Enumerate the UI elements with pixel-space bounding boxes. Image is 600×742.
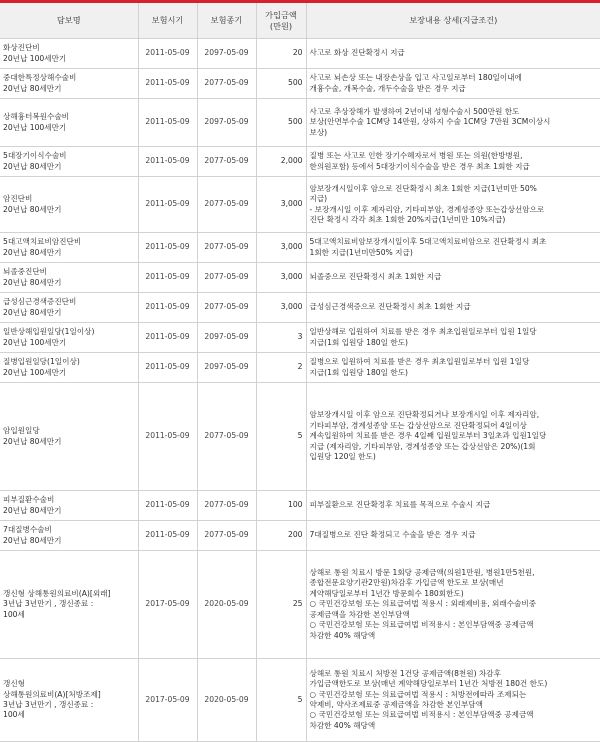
coverage-name-line: 20년납 80세만기 xyxy=(3,307,62,317)
table-row xyxy=(0,521,600,551)
coverage-detail-cell xyxy=(306,233,600,263)
start-date-cell: 2011-05-09 xyxy=(138,233,197,263)
coverage-detail-cell xyxy=(306,263,600,293)
end-date-cell: 2020-05-09 xyxy=(197,659,256,742)
coverage-detail-line: 급성심근경색증으로 진단확정시 최초 1회한 지급 xyxy=(309,302,471,312)
coverage-detail-line: 상해로 통원 치료시 처방전 1건당 공제금액(8천원) 차감후 xyxy=(309,668,501,678)
coverage-detail-line: 약제비, 약사조제료중 공제금액을 차감한 본인부담액 xyxy=(309,700,483,709)
start-date-cell: 2011-05-09 xyxy=(138,323,197,353)
amount-cell: 5 xyxy=(256,659,306,742)
coverage-name-line: 3년납 3년만기 , 갱신종료 : xyxy=(3,599,94,609)
table-row xyxy=(0,383,600,491)
start-date-cell: 2011-05-09 xyxy=(138,39,197,69)
header-amount-line1: 가입금액 xyxy=(265,9,297,20)
start-date-cell: 2011-05-09 xyxy=(138,177,197,233)
coverage-detail-line: 암보장개시일이후 암으로 진단확정시 최초 1회한 지급(1년미만 50% xyxy=(309,183,537,193)
coverage-name-cell xyxy=(0,521,138,551)
coverage-detail-line: 공제금액을 차감한 본인부담액 xyxy=(309,609,410,619)
header-start: 보험시기 xyxy=(138,3,197,39)
header-end: 보험종기 xyxy=(197,3,256,39)
end-date-cell: 2077-05-09 xyxy=(197,147,256,177)
start-date-cell: 2011-05-09 xyxy=(138,69,197,99)
coverage-name-cell xyxy=(0,99,138,147)
table-row xyxy=(0,177,600,233)
coverage-name-line: 갱신형 상해통원의료비(A)[외래] xyxy=(3,588,111,598)
coverage-name-cell xyxy=(0,659,138,742)
coverage-name-line: 5대장기이식수술비 xyxy=(3,151,67,161)
table-row xyxy=(0,99,600,147)
coverage-detail-cell xyxy=(306,551,600,659)
end-date-cell: 2097-05-09 xyxy=(197,353,256,383)
amount-cell: 200 xyxy=(256,521,306,551)
coverage-name-line: 상해흉터복원수술비 xyxy=(3,112,70,122)
coverage-detail-cell xyxy=(306,383,600,491)
table-row xyxy=(0,147,600,177)
coverage-name-cell xyxy=(0,293,138,323)
coverage-name-cell xyxy=(0,383,138,491)
coverage-name-line: 질병입원일당(1일이상) xyxy=(3,357,80,367)
amount-cell: 3,000 xyxy=(256,177,306,233)
amount-cell: 3,000 xyxy=(256,293,306,323)
coverage-name-cell xyxy=(0,323,138,353)
coverage-detail-line: 차감한 40% 해당액 xyxy=(309,630,376,640)
coverage-name-cell xyxy=(0,147,138,177)
start-date-cell: 2017-05-09 xyxy=(138,659,197,742)
start-date-cell: 2017-05-09 xyxy=(138,551,197,659)
coverage-name-line: 일반상해입원일당(1일이상) xyxy=(3,327,95,337)
coverage-detail-line: 가입금액한도로 보상(매년 계약해당일로부터 1년간 처방전 180건 한도) xyxy=(309,679,548,689)
coverage-detail-line: 종합전문요양기관2만원)차감후 가입금액 한도로 보상(매년 xyxy=(309,578,504,588)
table-row xyxy=(0,39,600,69)
coverage-detail-cell xyxy=(306,491,600,521)
amount-cell: 3,000 xyxy=(256,233,306,263)
table-row xyxy=(0,293,600,323)
header-name: 담보명 xyxy=(0,3,138,39)
end-date-cell: 2097-05-09 xyxy=(197,323,256,353)
coverage-detail-line: 암보장개시일 이후 암으로 진단확정되거나 보장개시일 이후 제자리암, xyxy=(309,410,540,420)
coverage-detail-cell xyxy=(306,177,600,233)
coverage-detail-line: 피부질환으로 진단확정후 치료를 목적으로 수술시 지급 xyxy=(309,500,491,510)
coverage-name-line: 5대고액치료비암진단비 xyxy=(3,237,82,247)
coverage-detail-line: 개흉수술, 개복수술, 개두수술을 받은 경우 지급 xyxy=(309,83,466,93)
table-row xyxy=(0,491,600,521)
table-row xyxy=(0,551,600,659)
end-date-cell: 2077-05-09 xyxy=(197,69,256,99)
coverage-name-line: 20년납 80세만기 xyxy=(3,535,62,545)
header-amount-line2: (만원) xyxy=(269,20,293,31)
amount-cell: 25 xyxy=(256,551,306,659)
coverage-detail-line: 입원당 120일 한도) xyxy=(309,452,376,462)
start-date-cell: 2011-05-09 xyxy=(138,263,197,293)
amount-cell: 2 xyxy=(256,353,306,383)
coverage-name-cell xyxy=(0,177,138,233)
coverage-name-line: 100세 xyxy=(3,710,25,720)
end-date-cell: 2077-05-09 xyxy=(197,293,256,323)
start-date-cell: 2011-05-09 xyxy=(138,293,197,323)
header-row xyxy=(0,3,600,39)
coverage-detail-line: 사고로 뇌손상 또는 내장손상을 입고 사고일로부터 180일이내에 xyxy=(309,73,522,83)
amount-cell: 100 xyxy=(256,491,306,521)
amount-cell: 5 xyxy=(256,383,306,491)
coverage-name-line: 급성심근경색증진단비 xyxy=(3,297,77,307)
coverage-name-line: 20년납 80세만기 xyxy=(3,83,62,93)
coverage-detail-cell xyxy=(306,353,600,383)
coverage-name-line: 상해통원의료비(A)[처방조제] xyxy=(3,689,101,699)
coverage-name-line: 뇌졸중진단비 xyxy=(3,267,48,277)
coverage-name-line: 3년납 3년만기 , 갱신종료 : xyxy=(3,700,94,709)
coverage-detail-line: 일반상해로 입원하여 치료를 받은 경우 최초입원일로부터 입원 1일당 xyxy=(309,327,537,337)
coverage-detail-line: - 보장개시일 이후 제자리암, 기타피부암, 경계성종양 또는갑상선암으로 xyxy=(309,204,545,214)
end-date-cell: 2077-05-09 xyxy=(197,383,256,491)
coverage-detail-line: 지급 (제자리암, 기타피부암, 경계성종양 또는 갑상선암은 20%)(1회 xyxy=(309,441,536,451)
coverage-detail-line: 지급(1회 입원당 180일 한도) xyxy=(309,337,409,347)
coverage-name-line: 갱신형 xyxy=(3,679,26,689)
coverage-detail-line: 사고로 화상 진단확정시 지급 xyxy=(309,48,405,58)
coverage-detail-line: 뇌졸중으로 진단확정시 최초 1회한 지급 xyxy=(309,272,442,282)
coverage-name-cell xyxy=(0,39,138,69)
coverage-name-cell xyxy=(0,263,138,293)
coverage-detail-line: 7대질병으로 진단 확정되고 수술을 받은 경우 지급 xyxy=(309,530,476,540)
coverage-detail-line: 질병으로 입원하여 치료를 받은 경우 최초입원일로부터 입원 1일당 xyxy=(309,357,530,367)
coverage-name-line: 중대한특정상해수술비 xyxy=(3,73,77,83)
coverage-name-line: 피부질환수술비 xyxy=(3,495,55,505)
coverage-detail-cell xyxy=(306,147,600,177)
coverage-name-cell xyxy=(0,491,138,521)
table-row xyxy=(0,263,600,293)
coverage-name-cell xyxy=(0,353,138,383)
start-date-cell: 2011-05-09 xyxy=(138,383,197,491)
coverage-detail-line: 계약해당일로부터 1년간 방문회수 180회한도) xyxy=(309,588,464,598)
coverage-name-line: 20년납 80세만기 xyxy=(3,161,62,171)
amount-cell: 3,000 xyxy=(256,263,306,293)
coverage-detail-line: 차감한 40% 해당액 xyxy=(309,720,376,730)
coverage-name-line: 암입원일당 xyxy=(3,426,40,436)
coverage-detail-line: 지급(1회 입원당 180일 한도) xyxy=(309,367,409,377)
coverage-name-line: 20년납 80세만기 xyxy=(3,204,62,214)
coverage-detail-line: 질병 또는 사고로 인한 장기수혜자로서 병원 또는 의원(한방병원, xyxy=(309,151,523,161)
table-row xyxy=(0,69,600,99)
end-date-cell: 2077-05-09 xyxy=(197,263,256,293)
start-date-cell: 2011-05-09 xyxy=(138,521,197,551)
coverage-detail-cell xyxy=(306,99,600,147)
coverage-name-line: 20년납 100세만기 xyxy=(3,337,67,347)
header-amount xyxy=(256,3,306,39)
coverage-detail-line: 사고로 추상장해가 발생하여 2년이내 성형수술시 500만원 한도 xyxy=(309,106,520,116)
coverage-detail-line: ○ 국민건강보험 또는 의료급여법 적용시 : 외래제비용, 외래수술비중 xyxy=(309,599,537,609)
coverage-detail-line: 1회한 지급(1년미만50% 지급) xyxy=(309,247,413,257)
coverage-detail-line: 상해로 통원 치료시 방문 1회당 공제금액(의원1만원, 병원1만5천원, xyxy=(309,568,535,578)
coverage-name-line: 20년납 100세만기 xyxy=(3,367,67,377)
coverage-name-line: 암진단비 xyxy=(3,194,33,204)
amount-cell: 2,000 xyxy=(256,147,306,177)
coverage-name-cell xyxy=(0,69,138,99)
coverage-detail-line: 진단 확정시 각각 최초 1회한 20%지급(1년미만 10%지급) xyxy=(309,214,506,224)
coverage-detail-line: ○ 국민건강보험 또는 의료급여법 비적용시 : 본인부담액중 공제금액 xyxy=(309,710,534,720)
end-date-cell: 2020-05-09 xyxy=(197,551,256,659)
coverage-name-line: 화상진단비 xyxy=(3,43,40,53)
coverage-detail-line: 계속입원하여 치료를 받은 경우 4일째 입원일로부터 3일초과 입원1일당 xyxy=(309,431,547,441)
end-date-cell: 2077-05-09 xyxy=(197,491,256,521)
coverage-detail-line: 5대고액치료비암보장개시일이후 5대고액치료비암으로 진단확정시 최초 xyxy=(309,237,547,247)
coverage-name-line: 20년납 100세만기 xyxy=(3,53,67,63)
coverage-name-line: 20년납 80세만기 xyxy=(3,436,62,446)
table-row xyxy=(0,233,600,263)
coverage-detail-line: 한의원포함) 등에서 5대장기이식수술을 받은 경우 최초 1회한 지급 xyxy=(309,161,530,171)
coverage-detail-cell xyxy=(306,293,600,323)
coverage-name-line: 20년납 80세만기 xyxy=(3,247,62,257)
coverage-name-cell xyxy=(0,233,138,263)
end-date-cell: 2077-05-09 xyxy=(197,233,256,263)
table-body xyxy=(0,39,600,742)
amount-cell: 500 xyxy=(256,99,306,147)
amount-cell: 3 xyxy=(256,323,306,353)
coverage-detail-cell xyxy=(306,659,600,742)
coverage-detail-line: 기타피부암, 경계성종양 또는 갑상선암으로 진단확정되어 4일이상 xyxy=(309,420,527,430)
header-desc: 보장내용 상세(지급조건) xyxy=(306,3,600,39)
coverage-detail-cell xyxy=(306,521,600,551)
start-date-cell: 2011-05-09 xyxy=(138,353,197,383)
table-row xyxy=(0,353,600,383)
coverage-detail-cell xyxy=(306,39,600,69)
coverage-name-line: 20년납 80세만기 xyxy=(3,505,62,515)
end-date-cell: 2077-05-09 xyxy=(197,177,256,233)
coverage-name-line: 20년납 80세만기 xyxy=(3,277,62,287)
coverage-detail-cell xyxy=(306,69,600,99)
table-row xyxy=(0,323,600,353)
start-date-cell: 2011-05-09 xyxy=(138,147,197,177)
coverage-detail-line: 보상) xyxy=(309,127,328,137)
start-date-cell: 2011-05-09 xyxy=(138,491,197,521)
table-row xyxy=(0,659,600,742)
amount-cell: 20 xyxy=(256,39,306,69)
coverage-detail-line: ○ 국민건강보험 또는 의료급여법 적용시 : 처방전에따라 조제되는 xyxy=(309,689,527,699)
coverage-table xyxy=(0,3,600,742)
end-date-cell: 2097-05-09 xyxy=(197,39,256,69)
coverage-detail-line: ○ 국민건강보험 또는 의료급여법 비적용시 : 본인부담액중 공제금액 xyxy=(309,620,534,630)
amount-cell: 500 xyxy=(256,69,306,99)
coverage-detail-line: 보상(안면부수술 1CM당 14만원, 상하지 수술 1CM당 7만원 3CM이상시 xyxy=(309,117,551,127)
end-date-cell: 2097-05-09 xyxy=(197,99,256,147)
end-date-cell: 2077-05-09 xyxy=(197,521,256,551)
start-date-cell: 2011-05-09 xyxy=(138,99,197,147)
coverage-name-line: 100세 xyxy=(3,609,25,619)
coverage-name-line: 7대질병수술비 xyxy=(3,525,52,535)
coverage-detail-line: 지급) xyxy=(309,194,328,204)
coverage-name-cell xyxy=(0,551,138,659)
coverage-detail-cell xyxy=(306,323,600,353)
coverage-name-line: 20년납 100세만기 xyxy=(3,122,67,132)
